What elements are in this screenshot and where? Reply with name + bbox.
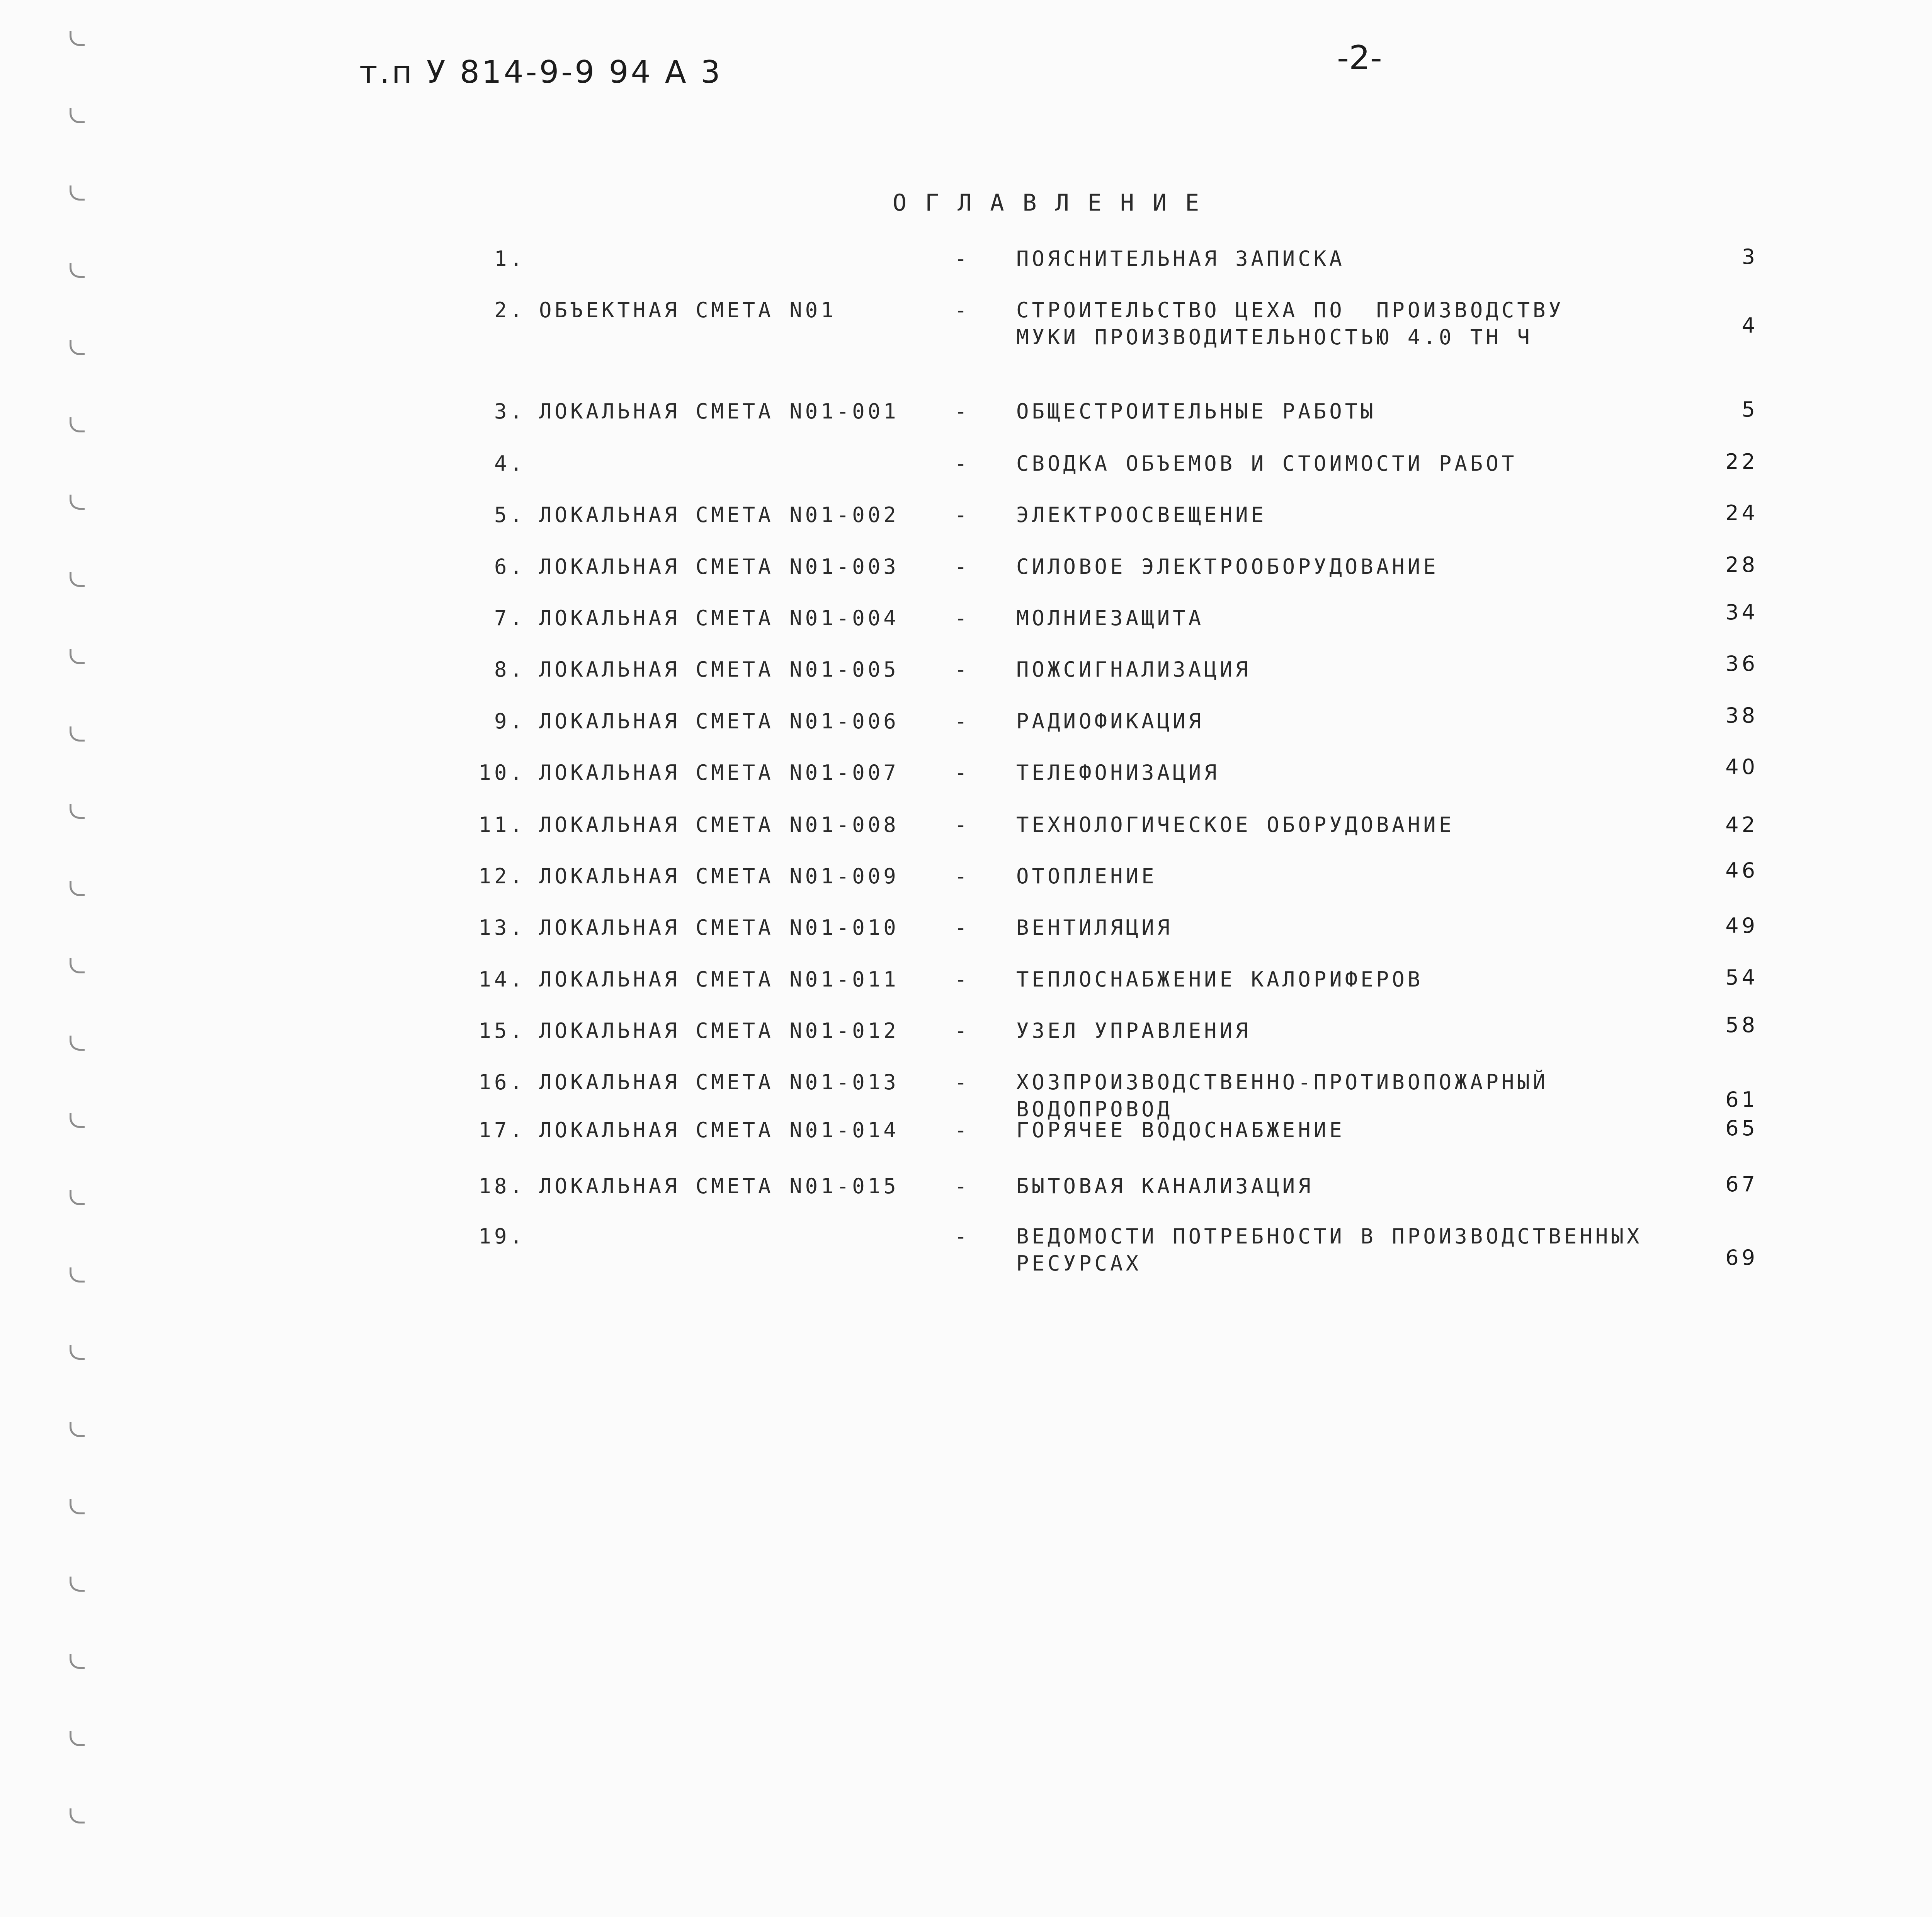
toc-section-title: УЗЕЛ УПРАВЛЕНИЯ [1016, 1019, 1251, 1043]
toc-dash: - [954, 503, 970, 527]
toc-dash: - [954, 606, 970, 630]
toc-page-number: 67 [1725, 1172, 1758, 1196]
toc-item-number: 11. [478, 813, 526, 837]
toc-item-number: 1. [494, 247, 526, 271]
toc-estimate-name: ЛОКАЛЬНАЯ СМЕТА N01-004 [539, 606, 899, 630]
toc-section-title: СТРОИТЕЛЬСТВО ЦЕХА ПО ПРОИЗВОДСТВУ МУКИ ПРОИЗВОДИТЕЛЬНОСТЬЮ 4.0 ТН Ч [1016, 298, 1564, 349]
toc-page-number: 69 [1725, 1245, 1758, 1270]
toc-dash: - [954, 298, 970, 322]
toc-section-title: ПОЯСНИТЕЛЬНАЯ ЗАПИСКА [1016, 247, 1345, 271]
toc-estimate-name: ЛОКАЛЬНАЯ СМЕТА N01-011 [539, 967, 899, 992]
toc-estimate-name: ЛОКАЛЬНАЯ СМЕТА N01-006 [539, 709, 899, 733]
toc-page-number: 5 [1742, 397, 1758, 422]
toc-item-number: 6. [494, 555, 526, 579]
toc-item-number: 10. [478, 760, 526, 785]
toc-dash: - [954, 864, 970, 888]
toc-page-number: 22 [1725, 449, 1758, 474]
toc-estimate-name: ЛОКАЛЬНАЯ СМЕТА N01-012 [539, 1019, 899, 1043]
toc-section-title: МОЛНИЕЗАЩИТА [1016, 606, 1204, 630]
toc-item-number: 4. [494, 451, 526, 476]
toc-section-title: ОТОПЛЕНИЕ [1016, 864, 1157, 888]
toc-estimate-name: ЛОКАЛЬНАЯ СМЕТА N01-009 [539, 864, 899, 888]
toc-estimate-name: ОБЪЕКТНАЯ СМЕТА N01 [539, 298, 837, 322]
toc-page-number: 4 [1742, 313, 1758, 338]
toc-item-number: 12. [478, 864, 526, 888]
toc-item-number: 16. [478, 1070, 526, 1094]
toc-dash: - [954, 247, 970, 271]
page-number: -2- [1337, 39, 1382, 77]
toc-page-number: 36 [1725, 651, 1758, 676]
toc-page-number: 24 [1725, 501, 1758, 525]
toc-item-number: 18. [478, 1174, 526, 1198]
toc-item-number: 7. [494, 606, 526, 630]
toc-dash: - [954, 1174, 970, 1198]
toc-dash: - [954, 657, 970, 682]
toc-item-number: 19. [478, 1224, 526, 1249]
toc-item-number: 13. [478, 915, 526, 940]
toc-section-title: БЫТОВАЯ КАНАЛИЗАЦИЯ [1016, 1174, 1314, 1198]
toc-section-title: ТЕХНОЛОГИЧЕСКОЕ ОБОРУДОВАНИЕ [1016, 813, 1455, 837]
toc-dash: - [954, 915, 970, 940]
toc-dash: - [954, 760, 970, 785]
toc-section-title: ОБЩЕСТРОИТЕЛЬНЫЕ РАБОТЫ [1016, 399, 1376, 424]
toc-dash: - [954, 1224, 970, 1249]
toc-dash: - [954, 709, 970, 733]
toc-page-number: 40 [1725, 755, 1758, 779]
toc-page-number: 65 [1725, 1116, 1758, 1140]
toc-item-number: 3. [494, 399, 526, 424]
toc-section-title: ТЕЛЕФОНИЗАЦИЯ [1016, 760, 1220, 785]
toc-page-number: 38 [1725, 703, 1758, 728]
toc-item-number: 8. [494, 657, 526, 682]
toc-page-number: 58 [1725, 1013, 1758, 1037]
toc-dash: - [954, 1019, 970, 1043]
toc-item-number: 17. [478, 1118, 526, 1142]
toc-dash: - [954, 967, 970, 992]
toc-item-number: 9. [494, 709, 526, 733]
toc-estimate-name: ЛОКАЛЬНАЯ СМЕТА N01-008 [539, 813, 899, 837]
toc-item-number: 2. [494, 298, 526, 322]
toc-section-title: ГОРЯЧЕЕ ВОДОСНАБЖЕНИЕ [1016, 1118, 1345, 1142]
toc-title: ОГЛАВЛЕНИЕ [893, 189, 1218, 216]
toc-estimate-name: ЛОКАЛЬНАЯ СМЕТА N01-001 [539, 399, 899, 424]
toc-page-number: 3 [1742, 245, 1758, 269]
toc-dash: - [954, 399, 970, 424]
toc-section-title: ВЕДОМОСТИ ПОТРЕБНОСТИ В ПРОИЗВОДСТВЕННЫХ РЕСУРСАХ [1016, 1224, 1643, 1276]
toc-dash: - [954, 1070, 970, 1094]
toc-estimate-name: ЛОКАЛЬНАЯ СМЕТА N01-013 [539, 1070, 899, 1094]
toc-section-title: ВЕНТИЛЯЦИЯ [1016, 915, 1173, 940]
toc-estimate-name: ЛОКАЛЬНАЯ СМЕТА N01-003 [539, 555, 899, 579]
toc-page-number: 28 [1725, 553, 1758, 577]
toc-estimate-name: ЛОКАЛЬНАЯ СМЕТА N01-010 [539, 915, 899, 940]
toc-page-number: 42 [1725, 813, 1758, 837]
toc-estimate-name: ЛОКАЛЬНАЯ СМЕТА N01-014 [539, 1118, 899, 1142]
toc-dash: - [954, 555, 970, 579]
toc-section-title: ХОЗПРОИЗВОДСТВЕННО-ПРОТИВОПОЖАРНЫЙ ВОДОПРОВОД [1016, 1070, 1549, 1121]
toc-page-number: 46 [1725, 858, 1758, 883]
toc-item-number: 14. [478, 967, 526, 992]
toc-section-title: ТЕПЛОСНАБЖЕНИЕ КАЛОРИФЕРОВ [1016, 967, 1423, 992]
toc-page-number: 61 [1725, 1087, 1758, 1112]
toc-estimate-name: ЛОКАЛЬНАЯ СМЕТА N01-002 [539, 503, 899, 527]
toc-page-number: 49 [1725, 913, 1758, 938]
toc-section-title: РАДИОФИКАЦИЯ [1016, 709, 1204, 733]
toc-section-title: ЭЛЕКТРООСВЕЩЕНИЕ [1016, 503, 1267, 527]
toc-estimate-name: ЛОКАЛЬНАЯ СМЕТА N01-007 [539, 760, 899, 785]
toc-item-number: 15. [478, 1019, 526, 1043]
toc-section-title: ПОЖСИГНАЛИЗАЦИЯ [1016, 657, 1251, 682]
toc-item-number: 5. [494, 503, 526, 527]
toc-page-number: 54 [1725, 965, 1758, 990]
toc-dash: - [954, 1118, 970, 1142]
toc-estimate-name: ЛОКАЛЬНАЯ СМЕТА N01-015 [539, 1174, 899, 1198]
toc-page-number: 34 [1725, 600, 1758, 624]
toc-estimate-name: ЛОКАЛЬНАЯ СМЕТА N01-005 [539, 657, 899, 682]
toc-dash: - [954, 813, 970, 837]
toc-section-title: СИЛОВОЕ ЭЛЕКТРООБОРУДОВАНИЕ [1016, 555, 1439, 579]
toc-dash: - [954, 451, 970, 476]
document-code: т.п У 814-9-9 94 А 3 [359, 54, 723, 90]
toc-section-title: СВОДКА ОБЪЕМОВ И СТОИМОСТИ РАБОТ [1016, 451, 1517, 476]
